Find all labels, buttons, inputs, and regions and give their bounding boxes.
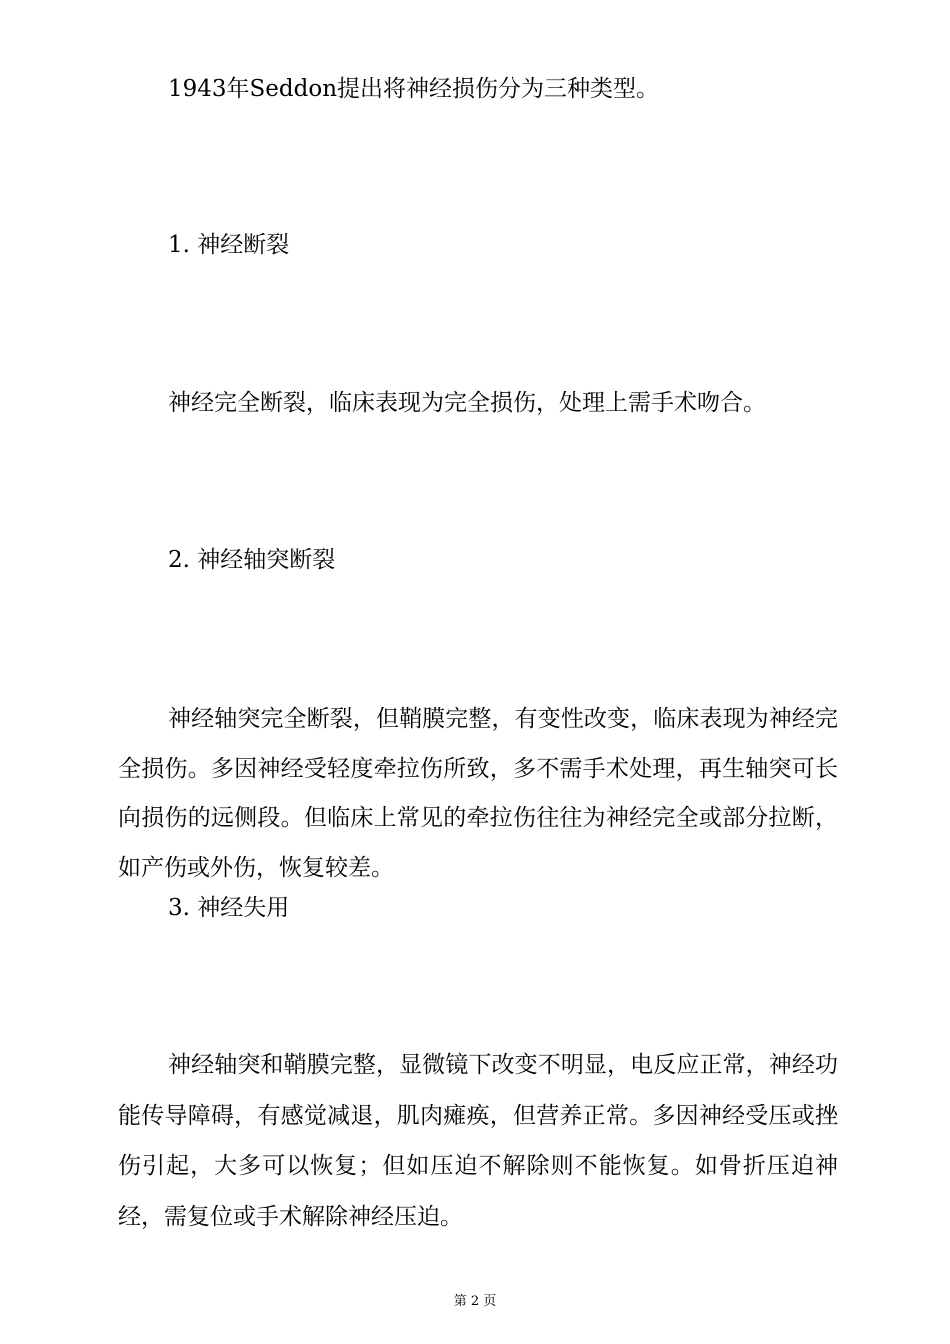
section-1-heading: 1. 神经断裂 (168, 232, 290, 258)
section-2-heading: 2. 神经轴突断裂 (168, 547, 336, 573)
section-1-body: 神经完全断裂，临床表现为完全损伤，处理上需手术吻合。 (168, 390, 766, 416)
intro-text: 1943年Seddon提出将神经损伤分为三种类型。 (168, 76, 660, 102)
section-3-body: 神经轴突和鞘膜完整，显微镜下改变不明显，电反应正常，神经功能传导障碍，有感觉减退，肌肉瘫痪，但营养正常。多因神经受压或挫伤引起，大多可以恢复；但如压迫不解除则不能恢复。如骨折压迫神经，需复位或手术解除神经压迫。 (118, 1052, 838, 1230)
page-number: 第 2 页 (453, 1294, 497, 1309)
section-3-heading: 3. 神经失用 (168, 895, 290, 921)
section-2-body: 神经轴突完全断裂，但鞘膜完整，有变性改变，临床表现为神经完全损伤。多因神经受轻度牵拉伤所致，多不需手术处理，再生轴突可长向损伤的远侧段。但临床上常见的牵拉伤往往为神经完全或部分拉断，如产伤或外伤，恢复较差。 (118, 706, 838, 881)
